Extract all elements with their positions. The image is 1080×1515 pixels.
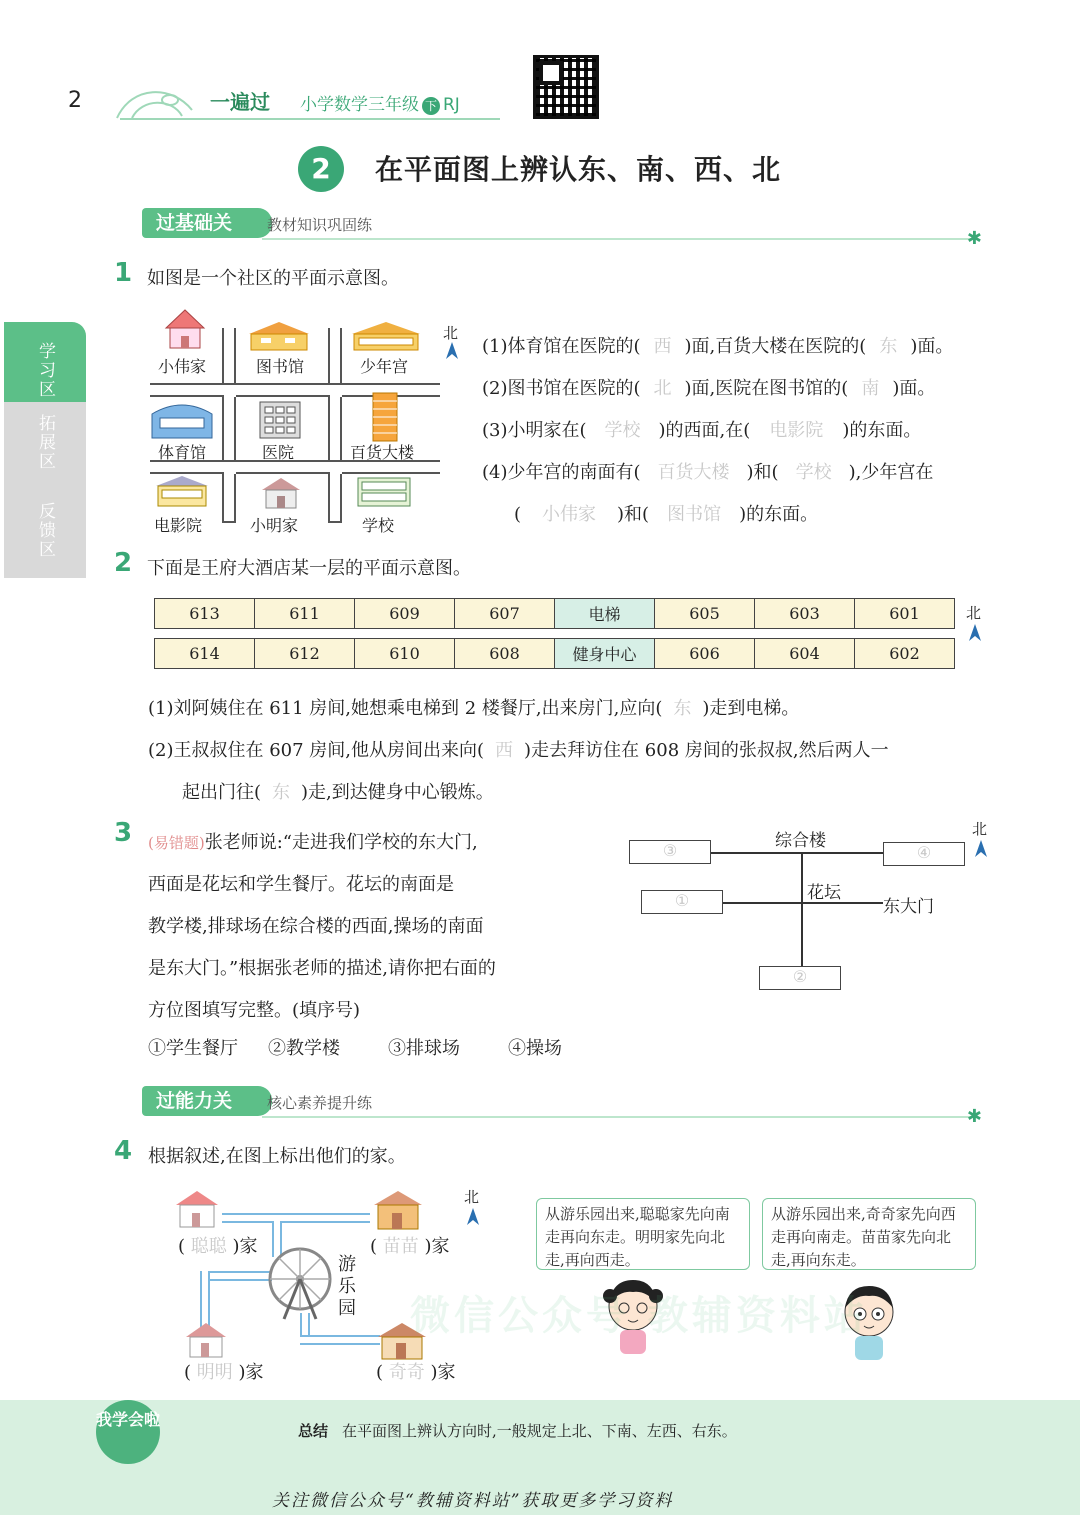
cinema-icon — [154, 476, 210, 508]
gymnasium-icon — [150, 400, 214, 440]
house-icon — [162, 308, 208, 350]
room-cell: 613 — [155, 599, 255, 629]
speech-bubble: 从游乐园出来,奇奇家先向西走再向南走。苗苗家先向北走,再向东走。 — [762, 1198, 976, 1270]
section-basic-title: 过基础关 — [142, 208, 272, 238]
room-cell: 607 — [455, 599, 555, 629]
q3-text: (易错题)张老师说:“走进我们学校的东大门, 西面是花坛和学生餐厅。花坛的南面是 教学楼,排球场在综合楼的西面,操场的南面 是东大门。”根据张老师的描述,请你把右面的 方位图填写完整。(填序号) — [148, 832, 496, 1021]
department-store-icon — [372, 392, 398, 442]
building-label: 小伟家 — [158, 357, 207, 376]
north-label: 北 — [443, 324, 459, 342]
page-number: 2 — [68, 88, 82, 113]
building-label: 体育馆 — [158, 443, 207, 462]
ferris-wheel-icon — [264, 1245, 340, 1321]
question-prompt: 下面是王府大酒店某一层的平面示意图。 — [147, 558, 471, 579]
answer-box[interactable]: ① — [641, 890, 723, 914]
north-arrow-icon — [466, 1208, 480, 1226]
youth-palace-icon — [350, 322, 422, 352]
north-arrow-icon — [445, 342, 459, 360]
amusement-park-label: 游 乐 园 — [338, 1254, 356, 1319]
room-cell: 609 — [355, 599, 455, 629]
north-label: 北 — [972, 820, 988, 838]
building-label: 小明家 — [250, 516, 299, 535]
house-icon — [260, 476, 302, 510]
gym-cell: 健身中心 — [555, 639, 655, 669]
q3-options: ①学生餐厅 ②教学楼 ③排球场 ④操场 — [148, 1038, 562, 1059]
school-icon — [356, 476, 412, 508]
north-arrow-icon — [968, 624, 982, 642]
north-arrow-icon — [974, 840, 988, 858]
elevator-cell: 电梯 — [555, 599, 655, 629]
building-label: 花坛 — [807, 883, 841, 903]
decorative-swirl-icon — [112, 80, 212, 122]
question-number: 2 — [114, 548, 133, 578]
lesson-number: 2 — [298, 146, 344, 192]
building-label: 东大门 — [883, 897, 934, 917]
answer-box[interactable]: ② — [759, 966, 841, 990]
lesson-title: 在平面图上辨认东、南、西、北 — [375, 153, 782, 186]
house-icon — [372, 1189, 424, 1231]
section-basic-banner — [122, 208, 982, 249]
hotel-floor-plan — [154, 598, 955, 669]
tab-feedback-area[interactable]: 反馈区 — [4, 482, 86, 578]
house-icon — [174, 1189, 220, 1229]
summary-text: 总结 在平面图上辨认方向时,一般规定上北、下南、左西、右东。 — [298, 1422, 737, 1440]
home-label-congcong: ( 聪聪 )家 — [178, 1236, 258, 1257]
answer-box[interactable]: ④ — [883, 842, 965, 866]
q1-answers: (1)体育馆在医院的( 西 )面,百货大楼在医院的( 东 )面。 (2)图书馆在医院的( 北 )面,医院在图书馆的( 南 )面。 (3)小明家在( 学校 )的西面,在( 电影院 )的东面。 (4)少年宫的南面有( 百货大楼 )和( 学校 ),少年宫在 ( 小伟家 )和( 图书馆 )的东面。 — [482, 336, 954, 525]
watermark: 微信公众号 教辅资料站 — [410, 1293, 868, 1339]
question-number: 3 — [114, 818, 133, 848]
question-prompt: 如图是一个社区的平面示意图。 — [147, 268, 399, 289]
north-label: 北 — [464, 1188, 480, 1206]
room-cell: 612 — [255, 639, 355, 669]
answer-box[interactable]: ③ — [629, 840, 711, 864]
building-label: 综合楼 — [775, 831, 826, 851]
q2-answers: (1)刘阿姨住在 611 房间,她想乘电梯到 2 楼餐厅,出来房门,应向( 东 )走到电梯。 (2)王叔叔住在 607 房间,他从房间出来向( 西 )走去拜访住在 608 房间的张叔叔,然后两人一 起出门往( 东 )走,到达健身中心锻炼。 — [148, 698, 889, 803]
north-label: 北 — [966, 604, 982, 622]
direction-diagram — [625, 820, 1005, 1000]
room-cell: 614 — [155, 639, 255, 669]
section-ability-subtitle: 核心素养提升练 — [267, 1094, 373, 1112]
hospital-icon — [258, 400, 302, 440]
community-map — [150, 308, 440, 533]
building-label: 少年宫 — [360, 357, 409, 376]
room-cell: 610 — [355, 639, 455, 669]
room-cell: 608 — [455, 639, 555, 669]
brand-logo: 一遍过 — [210, 90, 270, 114]
star-icon: ✱ — [966, 1106, 982, 1127]
footer-note: 关注微信公众号“教辅资料站”获取更多学习资料 — [272, 1491, 674, 1511]
section-ability-banner — [122, 1086, 982, 1127]
room-cell: 611 — [255, 599, 355, 629]
question-number: 1 — [114, 258, 133, 288]
room-cell: 606 — [655, 639, 755, 669]
book-series: 小学数学三年级 下 RJ — [300, 95, 460, 115]
section-basic-subtitle: 教材知识巩固练 — [267, 216, 373, 234]
room-cell: 602 — [855, 639, 955, 669]
building-label: 医院 — [262, 443, 295, 462]
header-rule — [120, 118, 500, 120]
room-cell: 603 — [755, 599, 855, 629]
room-cell: 605 — [655, 599, 755, 629]
mistake-prone-tag: (易错题) — [148, 834, 205, 852]
house-icon — [184, 1321, 228, 1359]
tab-extension-area[interactable]: 拓展区 — [4, 402, 86, 482]
building-label: 电影院 — [154, 516, 203, 535]
star-icon: ✱ — [966, 228, 982, 249]
qr-code-icon[interactable] — [533, 55, 599, 119]
summary-badge: 我学会啦 — [96, 1400, 160, 1464]
question-prompt: 根据叙述,在图上标出他们的家。 — [148, 1146, 406, 1167]
section-ability-title: 过能力关 — [142, 1086, 272, 1116]
room-cell: 604 — [755, 639, 855, 669]
speech-bubble: 从游乐园出来,聪聪家先向南走再向东走。明明家先向北走,再向西走。 — [536, 1198, 750, 1270]
building-label: 百货大楼 — [350, 443, 415, 462]
home-label-miaomiao: ( 苗苗 )家 — [370, 1236, 450, 1257]
question-number: 4 — [114, 1136, 133, 1166]
building-label: 学校 — [362, 516, 395, 535]
home-label-mingming: ( 明明 )家 — [184, 1362, 264, 1383]
room-cell: 601 — [855, 599, 955, 629]
building-label: 图书馆 — [256, 357, 305, 376]
tab-study-area[interactable]: 学习区 — [4, 322, 86, 418]
library-icon — [247, 322, 311, 352]
home-label-qiqi: ( 奇奇 )家 — [376, 1362, 456, 1383]
